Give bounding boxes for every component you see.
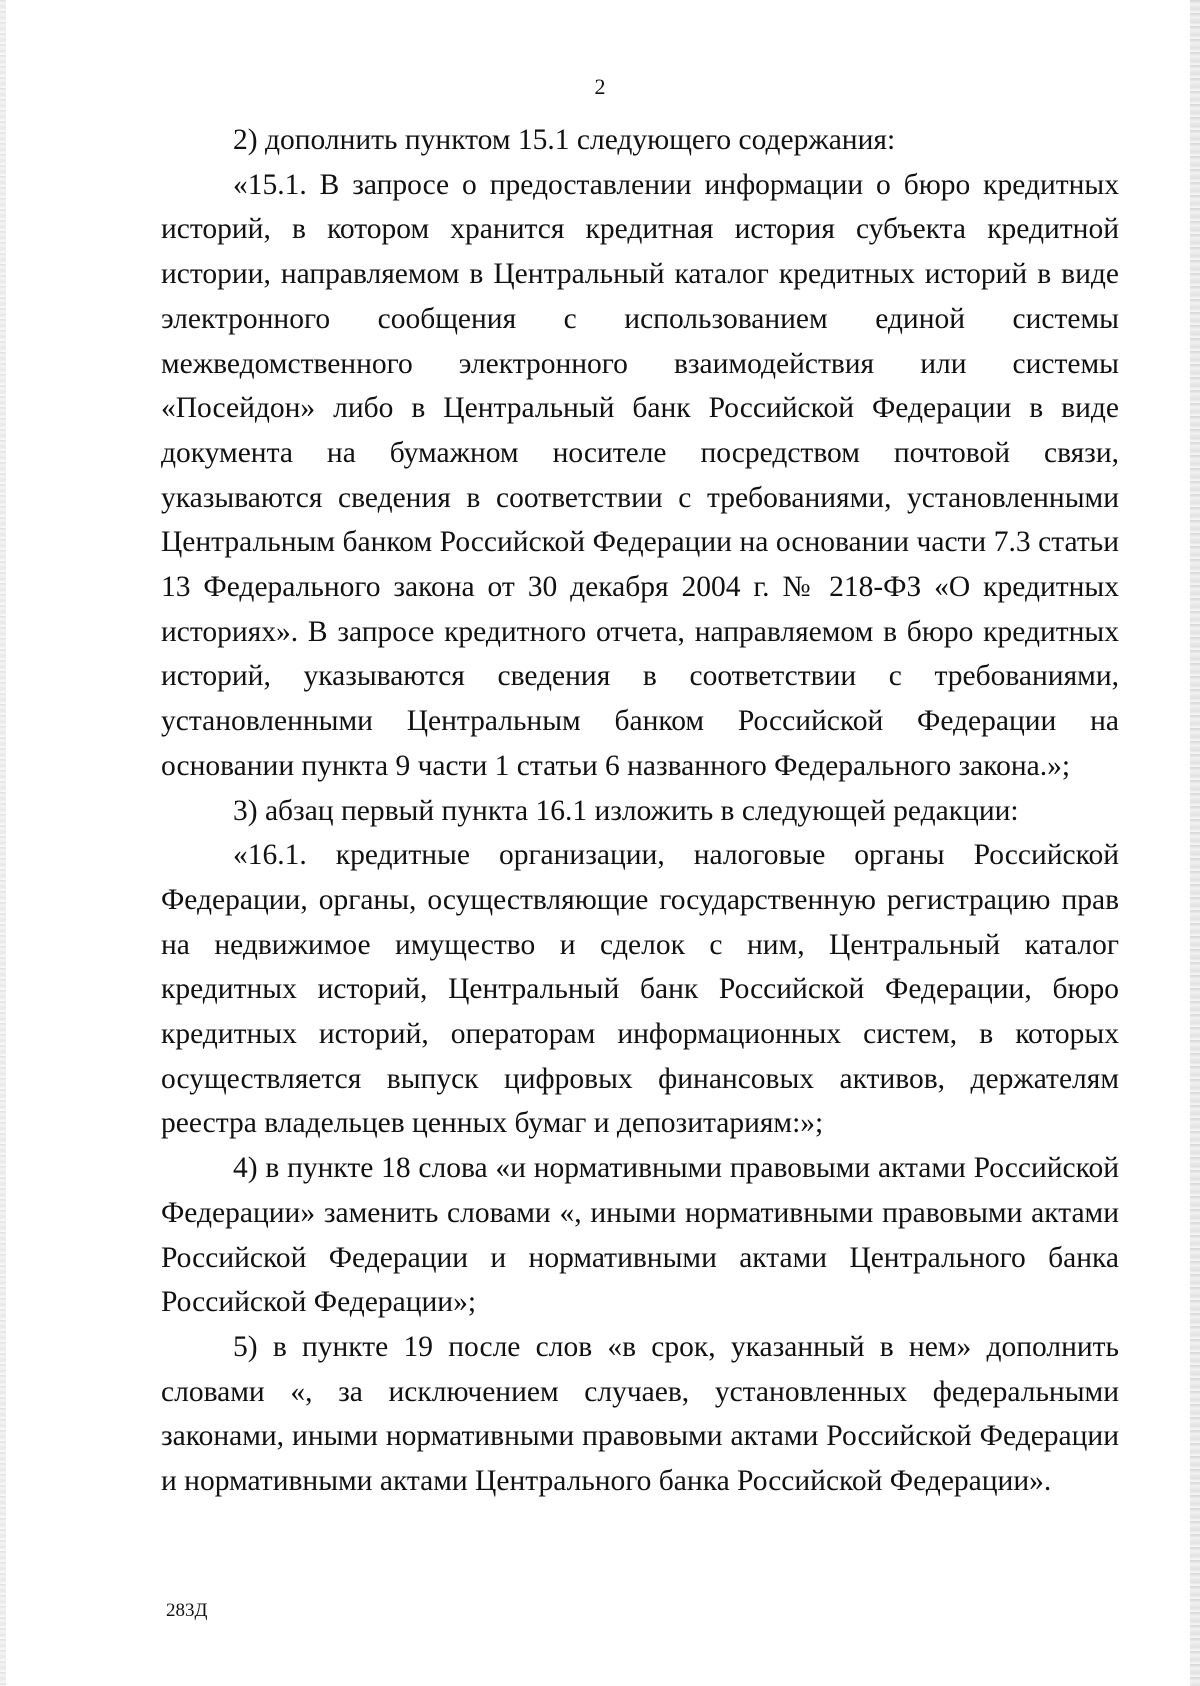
scan-edge-right [1190,0,1200,1686]
paragraph-item-3: 3) абзац первый пункта 16.1 изложить в следующей редакции: [233,794,1019,827]
paragraph-clause-15-1: «15.1. В запросе о предоставлении информации о бюро кредитных историй, в котором хранится кредитная история субъекта кредитной истории, направляемом в Центральный каталог кредитных историй в виде электронного сообщения с использованием единой системы межведомственного электронного взаимодействия или системы «Посейдон» либо в Центральный банк Российской Федерации в виде документа на бумажном носителе посредством почтовой связи, указываются сведения в соответствии с требованиями, установленными Центральным банком Российской Федерации на основании части 7.3 статьи 13 Федерального закона от 30 декабря 2004 г. № 218-ФЗ «О кредитных историях». В запросе кредитного отчета, направляемом в бюро кредитных историй, указываются сведения в соответствии с требованиями, установленными Центральным банком Российской Федерации на основании пункта 9 части 1 статьи 6 названного Федерального закона.»; [161,168,1119,782]
paragraph-clause-16-1: «16.1. кредитные организации, налоговые органы Российской Федерации, органы, осуществляющие государственную регистрацию прав на недвижимое имущество и сделок с ним, Центральный каталог кредитных историй, Центральный банк Российской Федерации, бюро кредитных историй, операторам информационных систем, в которых осуществляется выпуск цифровых финансовых активов, держателям реестра владельцев ценных бумаг и депозитариям:»; [161,839,1119,1140]
paragraph-item-2: 2) дополнить пунктом 15.1 следующего содержания: [233,124,896,156]
page-number: 2 [594,74,606,99]
document-body [161,118,1119,1504]
paragraph-item-5: 5) в пункте 19 после слов «в срок, указанный в нем» дополнить словами «, за исключением случаев, установленных федеральными законами, иными нормативными правовыми актами Российской Федерации и нормативными актами Центрального банка Российской Федерации». [161,1330,1119,1498]
paragraph-item-4: 4) в пункте 18 слова «и нормативными правовыми актами Российской Федерации» заменить словами «, иными нормативными правовыми актами Российской Федерации и нормативными актами Центрального банка Российской Федерации»; [161,1152,1119,1319]
document-code: 283Д [166,1600,208,1621]
scan-edge-left [0,0,6,1686]
